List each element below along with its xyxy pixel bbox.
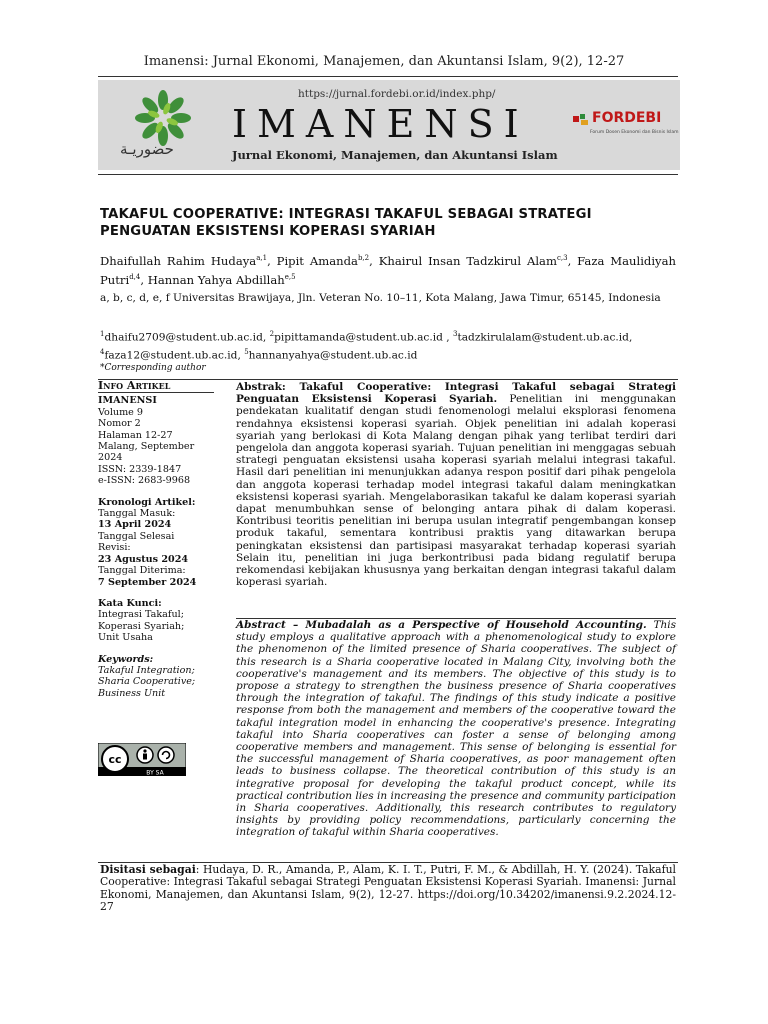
tanggal-selesai-label: Tanggal Selesai xyxy=(98,530,175,542)
abstract-id-lead: Abstrak: Takaful Cooperative: Integrasi Takaful sebagai Strategi Penguatan Eksistensi Koperasi Syariah. xyxy=(236,381,676,406)
abstract-en-lead: Abstract – Mubadalah as a Perspective of Household Accounting. xyxy=(236,619,647,631)
keyword-item: Takaful Integration; xyxy=(98,664,195,676)
revisi-label: Revisi: xyxy=(98,542,131,554)
license-text: BY SA xyxy=(146,769,164,776)
abstract-top-rule xyxy=(234,379,678,380)
email-link[interactable]: dhaifu2709@student.ub.ac.id xyxy=(104,331,263,344)
email-superscript: 5 xyxy=(244,347,249,356)
citation-block xyxy=(100,864,676,914)
sidebar-eissn: e-ISSN: 2683-9968 xyxy=(98,475,191,487)
author-name: Khairul Insan Tadzkirul Alam xyxy=(378,253,557,268)
journal-url[interactable]: https://jurnal.fordebi.or.id/index.php/ xyxy=(298,88,496,100)
sidebar-nomor: Nomor 2 xyxy=(98,418,141,430)
keyword-item: Sharia Cooperative; xyxy=(98,676,196,688)
kata-kunci-label: Kata Kunci: xyxy=(98,597,162,609)
abstract-indonesian xyxy=(236,381,676,588)
banner-bottom-rule xyxy=(98,174,678,175)
author-name: Faza Maulidiyah Putri xyxy=(100,253,676,287)
kata-kunci-item: Integrasi Takaful; xyxy=(98,609,184,621)
author-superscript: e,5 xyxy=(284,272,296,281)
keywords-label: Keywords: xyxy=(98,653,154,665)
sidebar-journal: IMANENSI xyxy=(98,395,157,407)
email-link[interactable]: faza12@student.ub.ac.id xyxy=(104,349,238,362)
banner-arabic-text: حضوريـة xyxy=(120,140,174,158)
article-info-sidebar xyxy=(98,380,214,699)
tanggal-masuk-label: Tanggal Masuk: xyxy=(98,508,176,520)
fordebi-mark-icon xyxy=(572,112,590,126)
svg-text:cc: cc xyxy=(108,753,122,766)
journal-running-header: Imanensi: Jurnal Ekonomi, Manajemen, dan Akuntansi Islam, 9(2), 12-27 xyxy=(143,54,625,69)
email-link[interactable]: pipittamanda@student.ub.ac.id xyxy=(274,331,443,344)
sidebar-year: 2024 xyxy=(98,452,123,464)
author-name: Hannan Yahya Abdillah xyxy=(147,272,285,287)
tanggal-masuk-date: 13 April 2024 xyxy=(98,519,172,531)
sidebar-issn: ISSN: 2339-1847 xyxy=(98,463,182,475)
affiliation: a, b, c, d, e, f Universitas Brawijaya, Jln. Veteran No. 10–11, Kota Malang, Jawa Timur, 65145, Indonesia xyxy=(100,292,661,304)
sidebar-volume: Volume 9 xyxy=(98,406,143,418)
tanggal-diterima-label: Tanggal Diterima: xyxy=(98,565,186,577)
author-superscript: b,2 xyxy=(357,254,370,262)
article-title: TAKAFUL COOPERATIVE: INTEGRASI TAKAFUL SEBAGAI STRATEGI PENGUATAN EKSISTENSI KOPERASI SYARIAH xyxy=(100,207,592,239)
author-name: Dhaifullah Rahim Hudaya xyxy=(100,253,257,268)
email-superscript: 1 xyxy=(100,330,105,338)
author-emails: $^1$dhaifu2709@student.ub.ac.id, $^2$pipittamanda@student.ub.ac.id , $^3$tadzkirulalam@student.ub.ac.id, $^4$faza12@student.ub.ac.id, $^5$hannanyahya@student.ub.ac.id xyxy=(100,330,633,362)
sidebar-halaman: Halaman 12-27 xyxy=(98,429,173,441)
email-superscript: 2 xyxy=(269,330,275,338)
header-rule xyxy=(98,76,678,77)
fordebi-name: FORDEBI xyxy=(592,110,662,126)
kata-kunci-item: Koperasi Syariah; xyxy=(98,620,185,632)
author-superscript: d,4 xyxy=(129,272,141,281)
abstract-english xyxy=(236,618,676,839)
kronologi-label: Kronologi Artikel: xyxy=(98,496,196,508)
citation-text: : Hudaya, D. R., Amanda, P., Alam, K. I. T., Putri, F. M., & Abdillah, H. Y. (2024). Takaful Cooperative: Integrasi Takaful sebagai Strategi Penguatan Eksistensi Koperasi Syariah. Imanensi: Jurnal Ekonomi, Manajemen, dan Akuntansi Islam, 9(2), 12-27. https://doi.org/10.34202/imanensi.9.2.2024.12-27 xyxy=(100,863,676,914)
journal-subtitle: Jurnal Ekonomi, Manajemen, dan Akuntansi Islam xyxy=(232,148,558,162)
fordebi-tagline: Forum Dosen Ekonomi dan Bisnis Islam xyxy=(590,130,679,135)
email-superscript: 4 xyxy=(100,347,105,356)
author-superscript: a,1 xyxy=(256,254,268,262)
kata-kunci-item: Unit Usaha xyxy=(98,632,153,644)
keyword-item: Business Unit xyxy=(98,687,166,699)
email-link[interactable]: tadzkirulalam@student.ub.ac.id xyxy=(457,331,629,344)
tanggal-diterima-date: 7 September 2024 xyxy=(98,576,197,588)
abstract-id-body: Penelitian ini menggunakan pendekatan kualitatif dengan studi fenomenologi melalui eksplorasi fenomena rendahnya eksistensi koperasi syariah. Objek penelitian ini adalah koperasi syariah yang berlokasi di Kota Malang dengan pihak yang terlibat terdiri dari pengelola dan anggota koperasi syariah. Tujuan penelitian ini menggagas sebuah strategi penguatan eksistensi usaha koperasi syariah melalui integrasi takaful. Hasil dari penelitian ini menunjukkan adanya respon positif dari pihak pengelola dan anggota koperasi terhadap model integrasi takaful dalam meningkatkan eksistensi koperasi syariah. Mengelaborasikan takaful ke dalam koperasi syariah dapat menumbuhkan sense of belonging antara pihak di dalam koperasi. Kontribusi teoritis penelitian ini berupa usulan integratif pengembangan konsep produk takaful, sementara kontribusi praktis yang ditawarkan berupa peningkatan eksistensi dan partisipasi masyarakat terhadap koperasi syariah Selain itu, penelitian ini juga berkontribusi pada bidang regulatif berupa rekomendasi kebijakan khususnya yang berkaitan dengan integrasi takaful dalam koperasi syariah. xyxy=(236,393,677,589)
journal-banner xyxy=(98,80,680,170)
author-name: Pipit Amanda xyxy=(276,253,358,268)
journal-title: IMANENSI xyxy=(232,102,529,146)
tanggal-selesai-date: 23 Agustus 2024 xyxy=(98,553,189,565)
corresponding-author-note: *Corresponding author xyxy=(100,363,206,373)
sidebar-place-date: Malang, September xyxy=(98,441,195,453)
email-superscript: 3 xyxy=(453,330,458,338)
author-list: Dhaifullah Rahim Hudaya$^{a,1}$, Pipit Amanda$^{b,2}$, Khairul Insan Tadzkirul Alam$^{c,3}$, Faza Maulidiyah Putri$^{d,4}$, Hannan Yahya Abdillah$^{e,5}$ xyxy=(100,253,676,287)
fordebi-logo xyxy=(572,108,679,144)
email-link[interactable]: hannanyahya@student.ub.ac.id xyxy=(248,349,418,362)
citation-label: Disitasi sebagai xyxy=(100,863,196,876)
abstract-en-body: This study employs a qualitative approach with a phenomenological study to explore the phenomenon of the limited presence of Sharia cooperatives. The subject of this research is a Sharia cooperative located in Malang City, involving both the cooperative's management and its members. The objective of this study is to propose a strategy to strengthen the business presence of Sharia cooperatives through the integration of takaful. The findings of this study indicate a positive response from both the management and members of the cooperative toward the takaful integration model in enhancing the cooperative's presence. Integrating takaful into Sharia cooperatives can foster a sense of belonging among cooperative members and management. This sense of belonging is essential for the successful management of Sharia cooperatives, as poor management often leads to business collapse. The theoretical contribution of this study is an integrative proposal for developing the takaful product concept, while its practical contribution lies in increasing the presence and community participation in Sharia cooperatives. Additionally, this research contributes to regulatory insights by providing policy recommendations, particularly concerning the integration of takaful within Sharia cooperatives. xyxy=(236,619,676,839)
cc-by-sa-license-icon[interactable] xyxy=(98,743,186,776)
author-superscript: c,3 xyxy=(556,254,568,262)
sidebar-heading: Info Artikel xyxy=(98,380,214,393)
